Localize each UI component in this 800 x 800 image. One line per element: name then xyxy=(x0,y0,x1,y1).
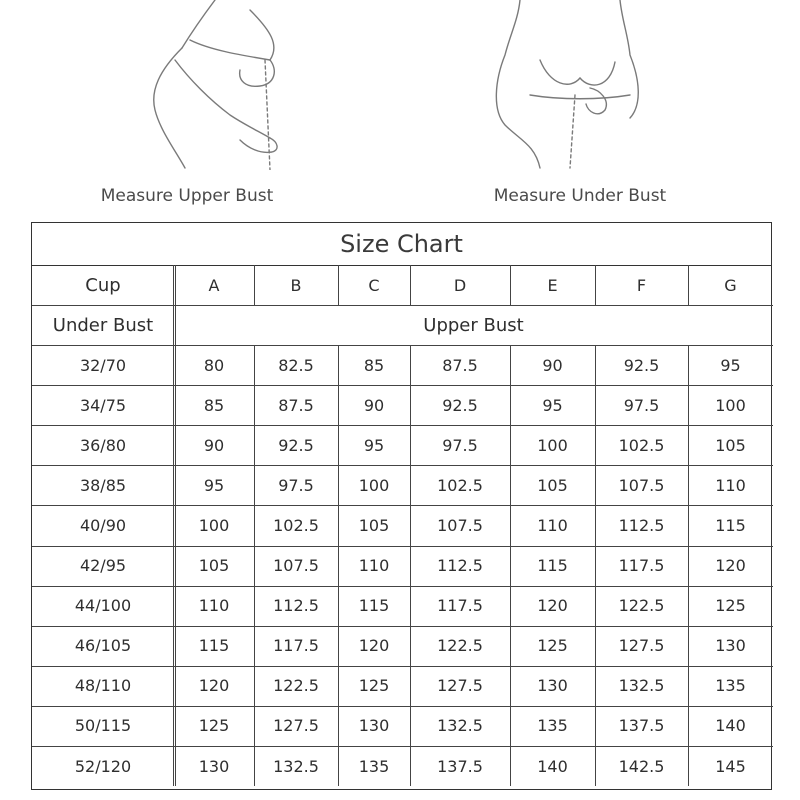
upper-bust-value: 100 xyxy=(198,515,230,535)
upper-bust-value: 115 xyxy=(715,515,746,535)
upper-bust-value: 137.5 xyxy=(618,716,665,736)
cup-header-f: F xyxy=(636,275,647,295)
upper-bust-value: 107.5 xyxy=(618,475,665,495)
grid-line xyxy=(410,345,411,786)
upper-bust-value: 117.5 xyxy=(618,556,665,576)
upper-bust-value: 80 xyxy=(203,355,225,375)
upper-bust-value: 140 xyxy=(537,756,568,776)
upper-bust-value: 105 xyxy=(358,515,390,535)
upper-bust-value: 135 xyxy=(715,676,746,696)
upper-bust-value: 110 xyxy=(358,556,390,576)
grid-line xyxy=(338,265,339,305)
grid-line xyxy=(32,465,773,466)
upper-bust-value: 90 xyxy=(363,395,385,415)
grid-line xyxy=(338,345,339,786)
upper-bust-value: 85 xyxy=(363,355,385,375)
upper-bust-caption: Measure Upper Bust xyxy=(100,186,274,206)
cup-label: Cup xyxy=(85,274,121,296)
upper-bust-value: 112.5 xyxy=(273,596,319,616)
upper-bust-value: 102.5 xyxy=(618,435,665,455)
upper-bust-value: 115 xyxy=(358,596,390,616)
grid-line xyxy=(510,345,511,786)
cup-header-c: C xyxy=(368,275,380,295)
upper-bust-value: 92.5 xyxy=(442,395,478,415)
upper-bust-value: 122.5 xyxy=(618,596,665,616)
under-bust-value: 42/95 xyxy=(79,556,127,576)
upper-bust-value: 110 xyxy=(198,596,230,616)
upper-bust-value: 92.5 xyxy=(623,355,660,375)
under-bust-value: 48/110 xyxy=(74,676,132,696)
upper-bust-value: 90 xyxy=(542,355,563,375)
grid-line xyxy=(595,265,596,305)
upper-bust-value: 142.5 xyxy=(618,756,665,776)
upper-bust-value: 95 xyxy=(363,435,385,455)
grid-line xyxy=(32,626,773,627)
upper-bust-value: 100 xyxy=(358,475,390,495)
cup-header-b: B xyxy=(290,275,302,295)
upper-bust-value: 100 xyxy=(537,435,568,455)
grid-line xyxy=(410,265,411,305)
upper-bust-value: 102.5 xyxy=(437,475,483,495)
grid-line xyxy=(510,265,511,305)
upper-bust-value: 140 xyxy=(715,716,746,736)
under-bust-value: 40/90 xyxy=(79,515,127,535)
upper-bust-value: 125 xyxy=(715,596,746,616)
upper-bust-value: 127.5 xyxy=(273,716,319,736)
upper-bust-value: 115 xyxy=(537,556,568,576)
upper-bust-value: 120 xyxy=(358,636,390,656)
upper-bust-value: 110 xyxy=(715,475,746,495)
grid-line xyxy=(32,425,773,426)
grid-line xyxy=(173,265,176,786)
grid-line xyxy=(254,345,255,786)
grid-line xyxy=(254,265,255,305)
upper-bust-value: 125 xyxy=(198,716,230,736)
upper-bust-value: 130 xyxy=(537,676,568,696)
upper-bust-value: 97.5 xyxy=(623,395,660,415)
upper-bust-value: 117.5 xyxy=(273,636,319,656)
upper-bust-value: 97.5 xyxy=(278,475,314,495)
upper-bust-value: 132.5 xyxy=(273,756,319,776)
grid-line xyxy=(32,666,773,667)
upper-bust-value: 130 xyxy=(715,636,746,656)
under-bust-value: 38/85 xyxy=(79,475,127,495)
upper-bust-value: 117.5 xyxy=(437,596,483,616)
upper-bust-value: 105 xyxy=(715,435,746,455)
grid-line xyxy=(688,345,689,786)
cup-header-a: A xyxy=(208,275,220,295)
upper-bust-value: 125 xyxy=(358,676,390,696)
upper-bust-value: 112.5 xyxy=(437,556,483,576)
grid-line xyxy=(32,385,773,386)
upper-bust-value: 87.5 xyxy=(278,395,314,415)
cup-header-d: D xyxy=(453,275,467,295)
under-bust-value: 50/115 xyxy=(74,716,132,736)
upper-bust-value: 122.5 xyxy=(273,676,319,696)
under-bust-value: 46/105 xyxy=(74,636,132,656)
upper-bust-value: 105 xyxy=(198,556,230,576)
upper-bust-value: 110 xyxy=(537,515,568,535)
upper-bust-value: 105 xyxy=(537,475,568,495)
under-bust-illustration xyxy=(480,0,660,170)
grid-line xyxy=(32,586,773,587)
upper-bust-value: 90 xyxy=(203,435,225,455)
upper-bust-value: 95 xyxy=(720,355,741,375)
upper-bust-value: 95 xyxy=(203,475,225,495)
size-chart-title: Size Chart xyxy=(32,223,771,266)
upper-bust-value: 120 xyxy=(198,676,230,696)
upper-bust-value: 132.5 xyxy=(618,676,665,696)
under-bust-value: 52/120 xyxy=(74,756,132,776)
upper-bust-value: 120 xyxy=(537,596,568,616)
upper-bust-value: 132.5 xyxy=(437,716,483,736)
grid-line xyxy=(32,706,773,707)
upper-bust-value: 130 xyxy=(358,716,390,736)
upper-bust-label: Upper Bust xyxy=(423,314,524,336)
cup-header-g: G xyxy=(724,275,737,295)
upper-bust-value: 115 xyxy=(198,636,230,656)
grid-line xyxy=(595,345,596,786)
upper-bust-value: 97.5 xyxy=(442,435,478,455)
upper-bust-value: 130 xyxy=(198,756,230,776)
grid-line xyxy=(32,746,773,747)
upper-bust-value: 135 xyxy=(358,756,390,776)
upper-bust-value: 137.5 xyxy=(437,756,483,776)
upper-bust-value: 87.5 xyxy=(442,355,478,375)
grid-line xyxy=(32,505,773,506)
under-bust-value: 44/100 xyxy=(74,596,132,616)
upper-bust-value: 85 xyxy=(203,395,225,415)
upper-bust-value: 102.5 xyxy=(273,515,319,535)
grid-line xyxy=(32,546,773,547)
grid-line xyxy=(32,305,773,306)
upper-bust-value: 82.5 xyxy=(278,355,314,375)
grid-line xyxy=(32,345,773,346)
upper-bust-value: 120 xyxy=(715,556,746,576)
upper-bust-illustration xyxy=(120,0,300,170)
size-chart-table xyxy=(31,222,772,790)
under-bust-label: Under Bust xyxy=(52,314,154,336)
upper-bust-value: 127.5 xyxy=(618,636,665,656)
cup-header-e: E xyxy=(547,275,558,295)
under-bust-value: 36/80 xyxy=(79,435,127,455)
upper-bust-value: 100 xyxy=(715,395,746,415)
under-bust-value: 34/75 xyxy=(79,395,127,415)
upper-bust-value: 107.5 xyxy=(437,515,483,535)
upper-bust-value: 145 xyxy=(715,756,746,776)
under-bust-caption: Measure Under Bust xyxy=(493,186,667,206)
upper-bust-value: 107.5 xyxy=(273,556,319,576)
grid-line xyxy=(688,265,689,305)
upper-bust-value: 95 xyxy=(542,395,563,415)
upper-bust-value: 127.5 xyxy=(437,676,483,696)
upper-bust-value: 122.5 xyxy=(437,636,483,656)
under-bust-value: 32/70 xyxy=(79,355,127,375)
upper-bust-value: 125 xyxy=(537,636,568,656)
upper-bust-value: 92.5 xyxy=(278,435,314,455)
upper-bust-value: 135 xyxy=(537,716,568,736)
upper-bust-value: 112.5 xyxy=(618,515,665,535)
